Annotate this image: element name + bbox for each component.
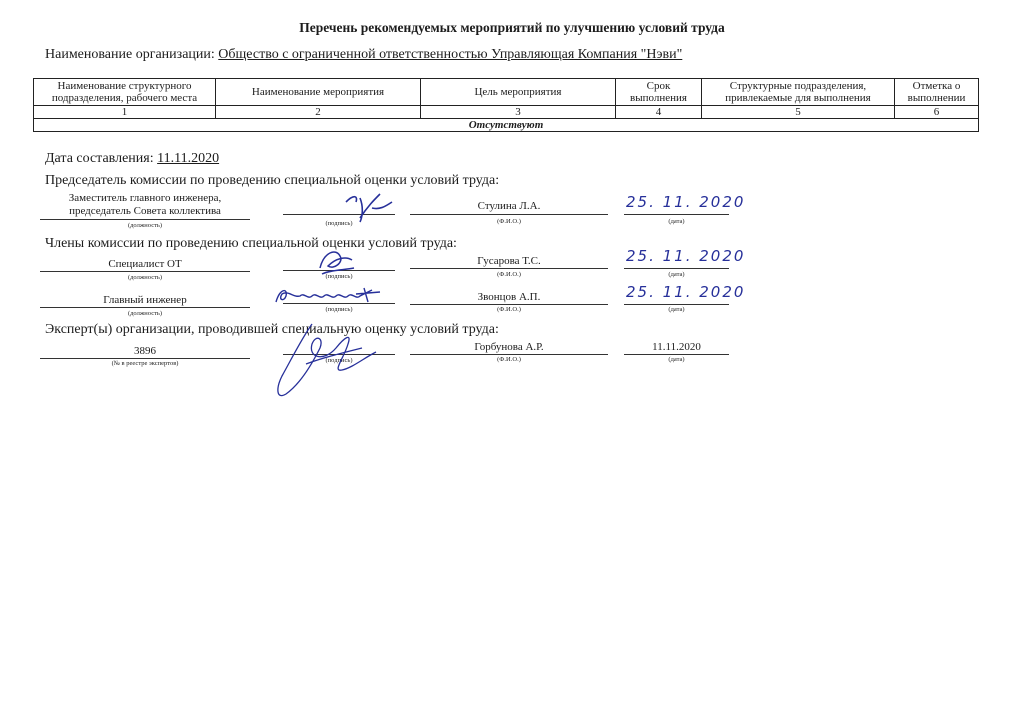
caption-signature: (подпись) (325, 306, 353, 313)
header-goal: Цель мероприятия (421, 79, 616, 106)
expert-name: Горбунова А.Р. (474, 341, 544, 353)
header-departments: Структурные подразделения, привлекаемые для выполнения (702, 79, 895, 106)
caption-position: (должность) (127, 310, 163, 317)
caption-fio: (Ф.И.О.) (497, 306, 521, 313)
member-date-line (624, 304, 729, 305)
chair-position-line (40, 219, 250, 220)
expert-heading: Эксперт(ы) организации, проводившей специальную оценку условий труда: (45, 322, 499, 337)
organization-name: Общество с ограниченной ответственностью Управляющая Компания "Нэви" (218, 47, 683, 62)
member-signature (310, 244, 360, 278)
column-number: 3 (421, 106, 616, 119)
caption-date: (дата) (668, 356, 685, 363)
caption-signature: (подпись) (325, 273, 353, 280)
caption-date: (дата) (668, 218, 685, 225)
member-date: 25. 11. 2020 (626, 283, 746, 301)
chair-date: 25. 11. 2020 (626, 193, 746, 211)
column-number: 4 (616, 106, 702, 119)
compiled-date-line (45, 151, 219, 167)
caption-position: (должность) (127, 222, 163, 229)
column-number: 2 (216, 106, 421, 119)
document-title: Перечень рекомендуемых мероприятий по улучшению условий труда (299, 20, 725, 35)
chair-name-line (410, 214, 608, 215)
compiled-label: Дата составления: (45, 151, 154, 166)
member-date: 25. 11. 2020 (626, 247, 746, 265)
members-heading: Члены комиссии по проведению специальной оценки условий труда: (45, 236, 457, 251)
organization-line (45, 47, 682, 63)
member-position-line (40, 271, 250, 272)
chair-name: Стулина Л.А. (477, 200, 541, 212)
column-number: 5 (702, 106, 895, 119)
member-date-line (624, 268, 729, 269)
table-number-row (34, 106, 979, 119)
expert-name-line (410, 354, 608, 355)
table-header-row (34, 79, 979, 106)
header-unit: Наименование структурного подразделения, рабочего места (34, 79, 216, 106)
chair-position: Заместитель главного инженера, председатель Совета коллектива (68, 192, 222, 217)
column-number: 1 (34, 106, 216, 119)
caption-position: (должность) (127, 274, 163, 281)
expert-date-line (624, 354, 729, 355)
column-number: 6 (895, 106, 979, 119)
member-position-line (40, 307, 250, 308)
member-name-line (410, 304, 608, 305)
header-measure: Наименование мероприятия (216, 79, 421, 106)
expert-registry-number: 3896 (134, 345, 156, 357)
member-position: Главный инженер (103, 294, 187, 306)
member-name: Звонцов А.П. (477, 291, 541, 303)
caption-date: (дата) (668, 306, 685, 313)
member-signature (272, 284, 392, 308)
table-row (34, 119, 979, 132)
expert-date: 11.11.2020 (652, 341, 701, 353)
chair-heading: Председатель комиссии по проведению специальной оценки условий труда: (45, 173, 500, 188)
caption-signature: (подпись) (325, 220, 353, 227)
member-name-line (410, 268, 608, 269)
caption-fio: (Ф.И.О.) (497, 271, 521, 278)
member-position: Специалист ОТ (108, 258, 182, 270)
caption-date: (дата) (668, 271, 685, 278)
empty-note: Отсутствуют (34, 119, 979, 132)
caption-registry: (№ в реестре экспертов) (111, 360, 179, 367)
chair-date-line (624, 214, 729, 215)
organization-label: Наименование организации: (45, 47, 215, 62)
chair-signature (340, 188, 400, 228)
measures-table (33, 78, 979, 132)
compiled-date: 11.11.2020 (157, 151, 220, 166)
header-completion: Отметка о выполнении (895, 79, 979, 106)
caption-fio: (Ф.И.О.) (497, 356, 521, 363)
expert-signature (272, 318, 382, 404)
expert-registry-line (40, 358, 250, 359)
header-deadline: Срок выполнения (616, 79, 702, 106)
caption-fio: (Ф.И.О.) (497, 218, 521, 225)
member-name: Гусарова Т.С. (477, 255, 541, 267)
caption-signature: (подпись) (325, 357, 353, 364)
